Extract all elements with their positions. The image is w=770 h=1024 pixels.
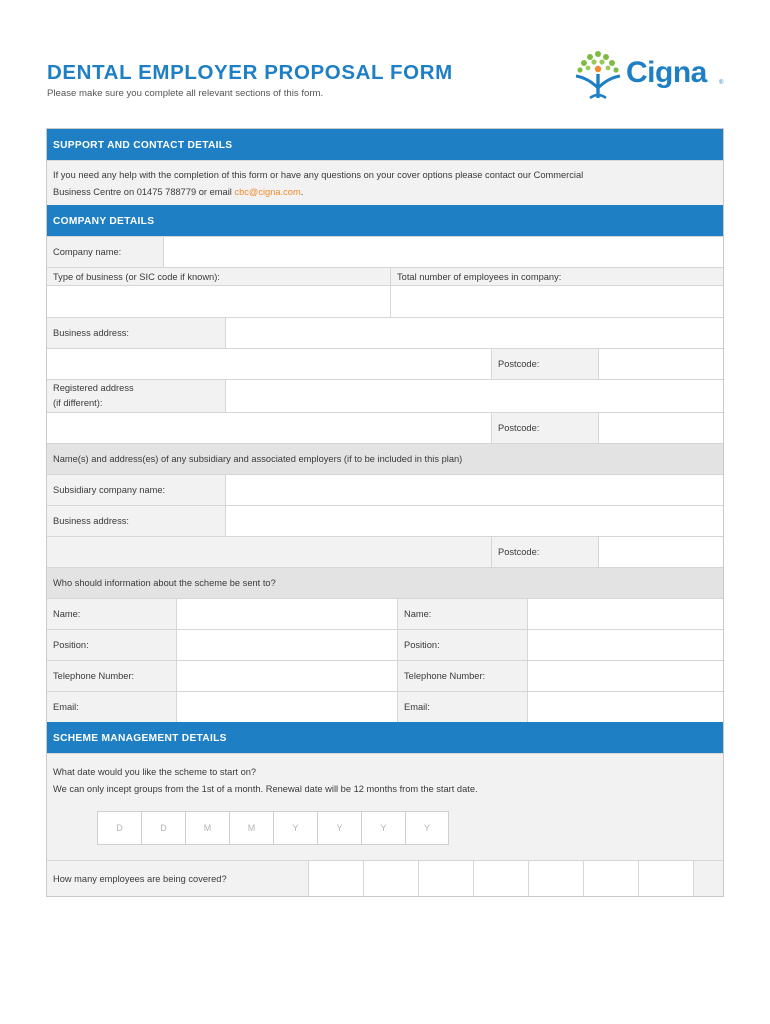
date-year-4[interactable]: Y bbox=[405, 811, 449, 845]
page-subtitle: Please make sure you complete all relevant sections of this form. bbox=[47, 88, 324, 99]
total-employees-field[interactable] bbox=[391, 286, 723, 317]
business-type-label-row bbox=[47, 267, 723, 285]
business-postcode-label: Postcode: bbox=[492, 349, 599, 379]
business-address-field[interactable] bbox=[226, 318, 723, 348]
registered-mark: ® bbox=[719, 80, 724, 86]
registered-postcode-label: Postcode: bbox=[492, 413, 599, 443]
contact1-position-label: Position: bbox=[47, 630, 177, 660]
support-text-line2: Business Centre on 01475 788779 or email cbc@cigna.com. bbox=[53, 187, 304, 197]
contact1-position-field[interactable] bbox=[177, 630, 398, 660]
start-date-input[interactable] bbox=[97, 811, 717, 845]
employees-digit-1[interactable] bbox=[309, 861, 364, 896]
date-day-1[interactable]: D bbox=[97, 811, 141, 845]
company-name-field[interactable] bbox=[164, 237, 723, 267]
support-info bbox=[47, 160, 723, 205]
subsidiary-intro-row bbox=[47, 443, 723, 474]
subsidiary-postcode-label: Postcode: bbox=[492, 537, 599, 567]
contact1-telephone-field[interactable] bbox=[177, 661, 398, 691]
registered-address-field-2[interactable] bbox=[47, 413, 492, 443]
business-address-field-2[interactable] bbox=[47, 349, 492, 379]
employees-digit-3[interactable] bbox=[419, 861, 474, 896]
contact1-email-field[interactable] bbox=[177, 692, 398, 722]
contact2-position-label: Position: bbox=[398, 630, 528, 660]
subsidiary-address-field-2[interactable] bbox=[47, 537, 492, 567]
date-day-2[interactable]: D bbox=[141, 811, 185, 845]
registered-address-row bbox=[47, 379, 723, 412]
contact-name-row bbox=[47, 598, 723, 629]
registered-address-field[interactable] bbox=[226, 380, 723, 412]
cigna-logo bbox=[570, 48, 730, 100]
section-header-company: COMPANY DETAILS bbox=[47, 205, 723, 236]
contact2-email-field[interactable] bbox=[528, 692, 723, 722]
date-month-2[interactable]: M bbox=[229, 811, 273, 845]
subsidiary-name-row bbox=[47, 474, 723, 505]
subsidiary-address-label: Business address: bbox=[47, 506, 226, 536]
start-date-question: What date would you like the scheme to start on? bbox=[53, 767, 257, 777]
contact1-telephone-label: Telephone Number: bbox=[47, 661, 177, 691]
contact2-telephone-field[interactable] bbox=[528, 661, 723, 691]
contact1-email-label: Email: bbox=[47, 692, 177, 722]
subsidiary-intro-label: Name(s) and address(es) of any subsidiary and associated employers (if to be included in this plan) bbox=[47, 444, 723, 474]
tree-of-life-icon bbox=[570, 48, 626, 100]
subsidiary-name-label: Subsidiary company name: bbox=[47, 475, 226, 505]
business-postcode-row bbox=[47, 348, 723, 379]
subsidiary-name-field[interactable] bbox=[226, 475, 723, 505]
employees-digit-6[interactable] bbox=[584, 861, 639, 896]
business-type-field-row bbox=[47, 285, 723, 317]
registered-postcode-field[interactable] bbox=[599, 413, 723, 443]
contact2-position-field[interactable] bbox=[528, 630, 723, 660]
employees-digit-5[interactable] bbox=[529, 861, 584, 896]
business-address-label: Business address: bbox=[47, 318, 226, 348]
employees-digit-2[interactable] bbox=[364, 861, 419, 896]
support-text-line1: If you need any help with the completion of this form or have any questions on your cover options please contact our Commercial bbox=[53, 170, 584, 180]
date-year-3[interactable]: Y bbox=[361, 811, 405, 845]
page-title: DENTAL EMPLOYER PROPOSAL FORM bbox=[47, 61, 453, 84]
contact-position-row bbox=[47, 629, 723, 660]
contact2-name-field[interactable] bbox=[528, 599, 723, 629]
logo-wordmark: Cigna bbox=[626, 56, 707, 89]
employees-covered-row bbox=[47, 860, 723, 896]
business-type-field[interactable] bbox=[47, 286, 391, 317]
contact2-email-label: Email: bbox=[398, 692, 528, 722]
business-postcode-field[interactable] bbox=[599, 349, 723, 379]
business-type-label: Type of business (or SIC code if known): bbox=[47, 268, 391, 285]
contact-email-row bbox=[47, 691, 723, 722]
employees-covered-spacer bbox=[694, 861, 723, 896]
contact2-name-label: Name: bbox=[398, 599, 528, 629]
company-name-row bbox=[47, 236, 723, 267]
section-header-scheme: SCHEME MANAGEMENT DETAILS bbox=[47, 722, 723, 753]
support-email-link[interactable]: cbc@cigna.com bbox=[234, 187, 301, 197]
proposal-form bbox=[46, 128, 724, 897]
info-recipient-row bbox=[47, 567, 723, 598]
subsidiary-address-row bbox=[47, 505, 723, 536]
total-employees-label: Total number of employees in company: bbox=[391, 268, 723, 285]
contact2-telephone-label: Telephone Number: bbox=[398, 661, 528, 691]
employees-covered-label: How many employees are being covered? bbox=[47, 861, 309, 896]
start-date-block bbox=[47, 753, 723, 860]
company-name-label: Company name: bbox=[47, 237, 164, 267]
contact-telephone-row bbox=[47, 660, 723, 691]
date-year-2[interactable]: Y bbox=[317, 811, 361, 845]
info-recipient-label: Who should information about the scheme be sent to? bbox=[47, 568, 723, 598]
employees-digit-4[interactable] bbox=[474, 861, 529, 896]
subsidiary-postcode-row bbox=[47, 536, 723, 567]
date-month-1[interactable]: M bbox=[185, 811, 229, 845]
employees-digit-7[interactable] bbox=[639, 861, 694, 896]
registered-address-label: Registered address (if different): bbox=[47, 380, 226, 412]
contact1-name-field[interactable] bbox=[177, 599, 398, 629]
start-date-note: We can only incept groups from the 1st of a month. Renewal date will be 12 months from the start date. bbox=[53, 784, 478, 794]
contact1-name-label: Name: bbox=[47, 599, 177, 629]
registered-postcode-row bbox=[47, 412, 723, 443]
subsidiary-postcode-field[interactable] bbox=[599, 537, 723, 567]
business-address-row bbox=[47, 317, 723, 348]
date-year-1[interactable]: Y bbox=[273, 811, 317, 845]
section-header-support: SUPPORT AND CONTACT DETAILS bbox=[47, 129, 723, 160]
subsidiary-address-field[interactable] bbox=[226, 506, 723, 536]
